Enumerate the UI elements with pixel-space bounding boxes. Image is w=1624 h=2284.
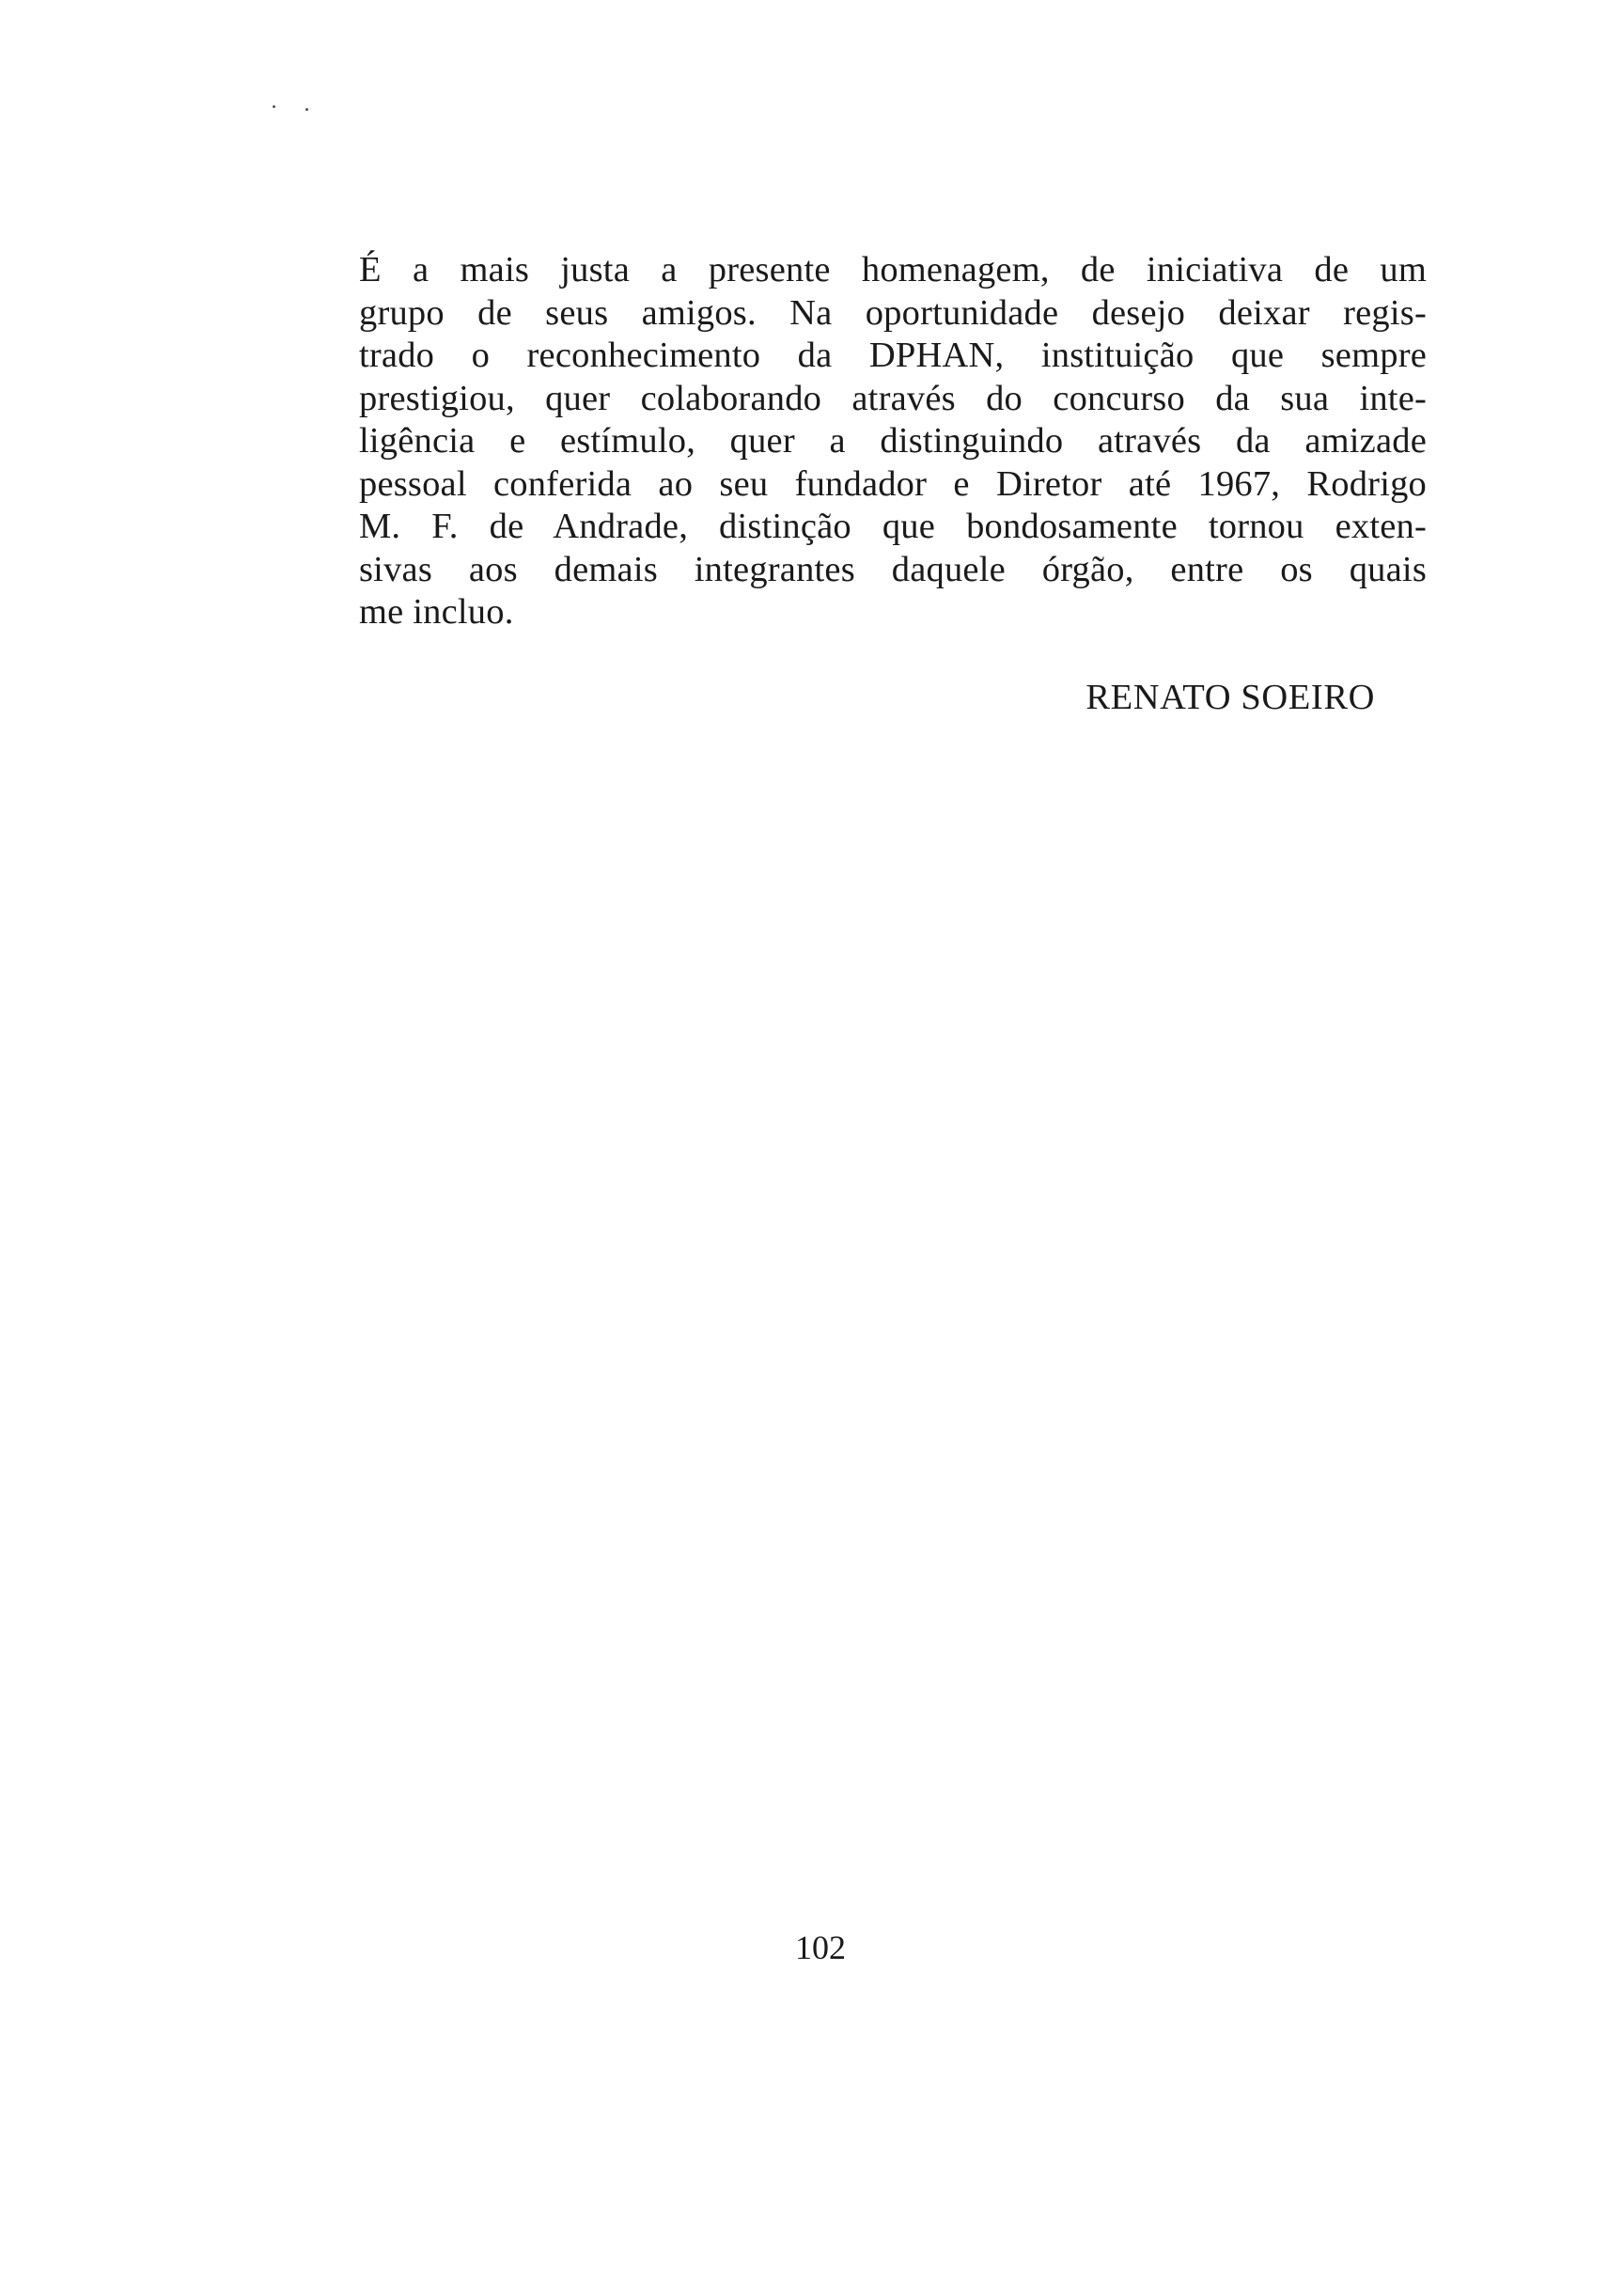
scan-speck: [273, 105, 275, 108]
paragraph-line: grupo de seus amigos. Na oportunidade desejo deixar regis-: [359, 292, 1427, 333]
page-number: 102: [795, 1929, 846, 1966]
body-paragraph: [359, 249, 1427, 634]
paragraph-line: pessoal conferida ao seu fundador e Diretor até 1967, Rodrigo: [359, 463, 1427, 504]
paragraph-line: me incluo.: [359, 592, 514, 632]
scan-speck: [305, 108, 308, 111]
paragraph-line: sivas aos demais integrantes daquele órgão, entre os quais: [359, 549, 1427, 589]
paragraph-line: ligência e estímulo, quer a distinguindo através da amizade: [359, 421, 1427, 461]
paragraph-line: M. F. de Andrade, distinção que bondosamente tornou exten-: [359, 507, 1427, 546]
paragraph-line: prestigiou, quer colaborando através do concurso da sua inte-: [359, 378, 1427, 418]
paragraph-line: trado o reconhecimento da DPHAN, instituição que sempre: [359, 336, 1427, 375]
author-signature: RENATO SOEIRO: [1085, 678, 1375, 717]
paragraph-line: É a mais justa a presente homenagem, de iniciativa de um: [359, 250, 1427, 289]
